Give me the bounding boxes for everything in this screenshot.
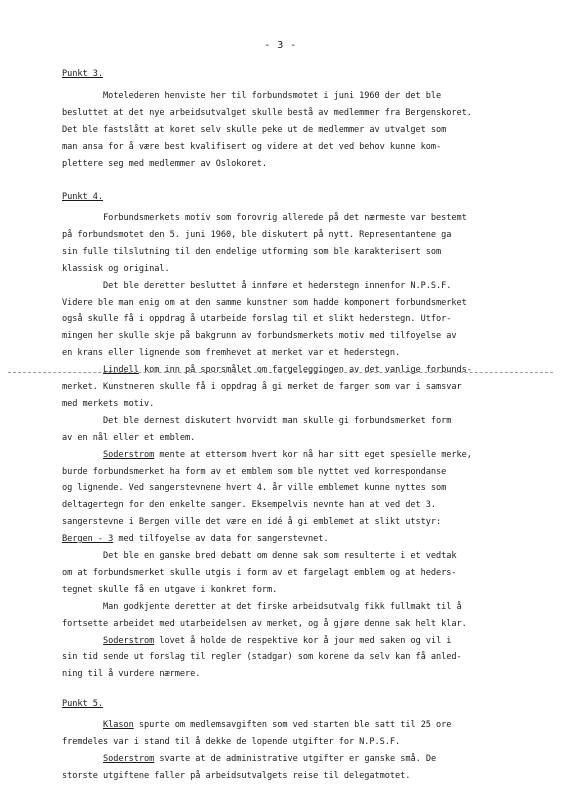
text-line [62,331,457,342]
text-run: tegnet skulle få en utgave i konkret form. [62,584,278,595]
text-run: Videre ble man enig om at den samme kunstner som hadde komponert forbundsmerket [62,297,467,308]
text-line [62,314,451,325]
text-line [62,399,154,410]
text-line [62,551,457,562]
text-line [62,619,467,630]
underlined-name: Soderstrom [103,635,155,646]
text-run: mingen her skulle skje på bakgrunn av forbundsmerkets motiv med tilfoyelse av [62,331,457,342]
text-run: burde forbundsmerket ha form av et emblem som ble nyttet ved korrespondanse [62,466,447,477]
underlined-name: Soderstrom [103,753,155,764]
text-line [62,159,267,170]
text-run: en krans eller lignende som fremhevet at merket var et hederstegn. [62,348,401,359]
text-run: kom inn på sporsmålet om fargeleggingen av det vanlige forbunds- [138,365,472,376]
text-line [62,771,410,782]
text-line [62,230,451,241]
text-run: fremdeles var i stand til å dekke de lopende utgifter for N.P.S.F. [62,736,401,747]
text-line [62,450,472,461]
text-line [62,247,441,258]
underlined-name: Soderstrom [103,449,155,460]
text-run: sin fulle tilslutning til den endelige utforming som ble karakterisert som [62,246,442,257]
text-run: svarte at de administrative utgifter er ganske små. De [154,753,437,764]
text-line [62,652,462,663]
text-run: plettere seg med medlemmer av Oslokoret. [62,158,267,169]
text-run: med tilfoyelse av data for sangerstevnet. [113,534,329,545]
text-run [62,720,103,730]
text-run: med merkets motiv. [62,398,155,409]
text-line [62,534,328,545]
text-line [62,298,467,309]
text-run: Det ble deretter besluttet å innføre et hederstegn innenfor N.P.S.F. [62,280,452,291]
text-line [62,500,436,511]
section-heading: Punkt 5. [62,699,103,709]
text-line [62,281,451,292]
text-line [62,669,200,680]
text-run: og lignende. Ved sangerstevnene hvert 4. år ville emblemet kunne nyttes som [62,483,447,494]
text-run: klassisk og original. [62,263,170,274]
underlined-name: Klason [103,720,134,730]
text-line [62,382,462,393]
text-run: også skulle få i oppdrag å utarbeide forslag til et slikt hederstegn. Utfor- [62,314,452,325]
text-line [62,433,195,444]
text-line [62,142,441,153]
text-line [62,720,451,731]
text-run: spurte om medlemsavgiften som ved starten ble satt til 25 ore [133,720,452,730]
text-line [62,348,400,359]
text-run: om at forbundsmerket skulle utgis i form av et fargelagt emblem og at heders- [62,567,457,578]
text-line [62,636,451,647]
text-run: Det ble en ganske bred debatt om denne sak som resulterte i et vedtak [62,551,457,561]
text-run: Det ble dernest diskutert hvorvidt man skulle gi forbundsmerket form [62,415,452,426]
text-run: Man godkjente deretter at det firske arbeidsutvalg fikk fullmakt til å [62,601,462,612]
text-line [62,754,436,765]
text-line [62,213,467,224]
underlined-name: Bergen - 3 [62,534,114,545]
text-line [62,585,277,596]
text-run: Motelederen henviste her til forbundsmotet i juni 1960 der det ble [62,91,442,101]
text-run: merket. Kunstneren skulle få i oppdrag å gi merket de farger som var i samsvar [62,382,462,392]
text-run: besluttet at det nye arbeidsutvalget skulle bestå av medlemmer fra Bergenskoret. [62,107,472,118]
text-line [62,737,400,748]
text-run: Forbundsmerkets motiv som forovrig allerede på det nærmeste var bestemt [62,213,467,223]
text-run [62,636,103,646]
text-run [62,754,103,764]
text-line [62,108,472,119]
text-run: lovet å holde de respektive kor å jour med saken og vil i [154,635,452,646]
text-run: Det ble fastslått at koret selv skulle peke ut de medlemmer av utvalget som [62,124,447,135]
underlined-name: Lindell [103,365,139,376]
text-line [62,483,446,494]
page-number: - 3 - [264,40,297,51]
text-run [62,365,103,375]
text-line [62,416,451,427]
text-run: deltagertegn for den enkelte sanger. Eksempelvis nevnte han at ved det 3. [62,500,437,511]
text-line [62,467,446,478]
text-run: fortsette arbeidet med utarbeidelsen av merket, og å gjøre denne sak helt klar. [62,618,467,629]
section-heading: Punkt 4. [62,192,103,202]
text-line [62,264,170,275]
text-run: på forbundsmotet den 5. juni 1960, ble diskutert på nytt. Representantene ga [62,229,452,240]
text-run: av en nål eller et emblem. [62,432,196,443]
text-line [62,602,462,613]
text-run: sangerstevne i Bergen ville det være en idé å gi emblemet at slikt utstyr: [62,517,442,528]
text-run: man ansa for å være best kvalifisert og videre at det ved behov kunne kom- [62,141,442,152]
text-line [62,365,472,376]
text-line [62,517,441,528]
text-run: ning til å vurdere nærmere. [62,669,201,680]
text-run: sin tid sende ut forslag til regler (stadgar) som korene da selv kan få anled- [62,652,462,663]
section-heading: Punkt 3. [62,69,103,79]
text-run: mente at ettersom hvert kor nå har sitt eget spesielle merke, [154,449,472,460]
text-line [62,125,446,136]
text-run [62,450,103,460]
text-line [62,568,457,579]
text-line [62,91,441,102]
text-run: storste utgiftene faller på arbeidsutvalgets reise til delegatmotet. [62,770,411,781]
